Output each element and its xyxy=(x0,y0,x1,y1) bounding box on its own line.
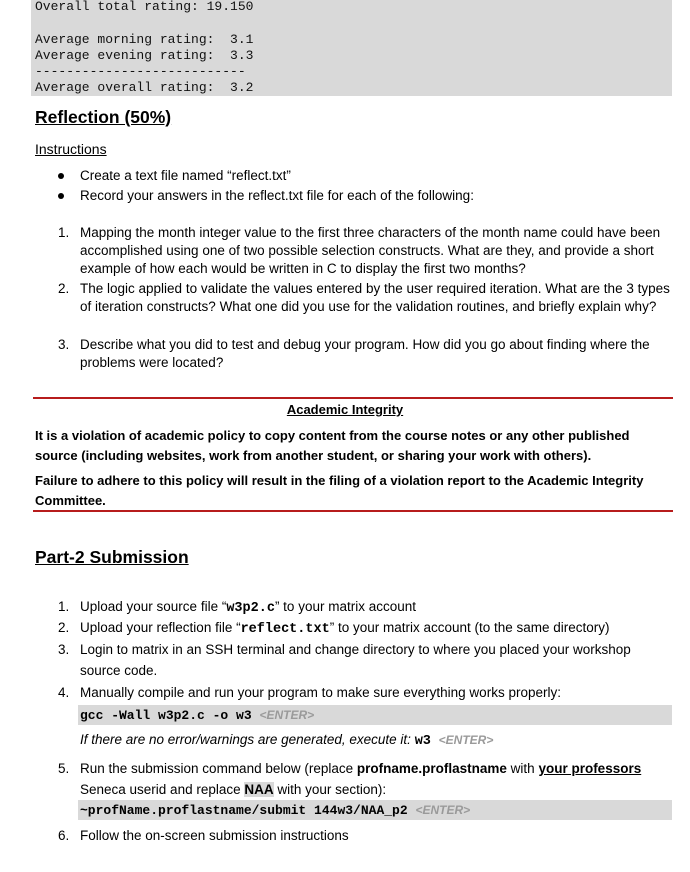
console-line-separator: --------------------------- xyxy=(35,64,246,79)
submission-heading: Part-2 Submission xyxy=(35,547,189,567)
step-number: 5. xyxy=(58,761,70,776)
instructions-label: Instructions xyxy=(35,141,107,157)
step-2-text: Upload your reflection file “reflect.txt” to your matrix account (to the same directory) xyxy=(80,620,610,637)
question-number: 2. xyxy=(58,281,70,296)
bullet-icon xyxy=(58,173,64,179)
academic-integrity-title: Academic Integrity xyxy=(286,402,404,417)
step-number: 4. xyxy=(58,685,70,700)
divider-top xyxy=(33,397,673,399)
console-line-evening: Average evening rating: 3.3 xyxy=(35,48,254,63)
console-line-overall-average: Average overall rating: 3.2 xyxy=(35,80,254,95)
source-file-name: w3p2.c xyxy=(226,601,275,616)
step-5-line-1: Run the submission command below (replace profname.proflastname with your professors xyxy=(80,761,642,776)
bullet-text: Create a text file named “reflect.txt” xyxy=(80,168,291,183)
step-6-text: Follow the on-screen submission instructions xyxy=(80,828,349,843)
bullet-text: Record your answers in the reflect.txt file for each of the following: xyxy=(80,188,474,203)
academic-integrity-paragraph-2: Failure to adhere to this policy will result in the filing of a violation report to the Academic Integrity Committee. xyxy=(35,473,644,508)
step-number: 3. xyxy=(58,642,70,657)
step-3-line-1: Login to matrix in an SSH terminal and change directory to where you placed your workshop xyxy=(80,642,631,657)
console-line-morning: Average morning rating: 3.1 xyxy=(35,32,254,47)
question-text: The logic applied to validate the values entered by the user required iteration. What are the 3 types of iteration constructs? What one did you use for the validation routines, and briefly explain why? xyxy=(80,281,670,314)
step-4-text: Manually compile and run your program to make sure everything works properly: xyxy=(80,685,561,700)
step-1-text: Upload your source file “w3p2.c” to your matrix account xyxy=(80,599,416,616)
bullet-icon xyxy=(58,193,64,199)
question-number: 3. xyxy=(58,337,70,352)
step-number: 6. xyxy=(58,828,70,843)
academic-integrity-paragraph-1: It is a violation of academic policy to copy content from the course notes or any other published source (including websites, work from another student, or sharing your work with others). xyxy=(35,428,630,463)
submit-command-box xyxy=(78,800,672,820)
question-number: 1. xyxy=(58,225,70,240)
compile-command: gcc -Wall w3p2.c -o w3 <ENTER> xyxy=(80,708,315,723)
reflection-file-name: reflect.txt xyxy=(240,622,330,637)
question-text: Describe what you did to test and debug your program. How did you go about finding where the problems were located? xyxy=(80,337,650,370)
step-3-line-2: source code. xyxy=(80,663,158,678)
execute-note: If there are no error/warnings are generated, execute it: w3 <ENTER> xyxy=(80,732,494,749)
naa-highlight: NAA xyxy=(244,782,274,797)
step-5-line-2: Seneca userid and replace NAA with your section): xyxy=(80,782,387,797)
console-line-overall-total: Overall total rating: 19.150 xyxy=(35,0,254,14)
step-number: 1. xyxy=(58,599,70,614)
question-text: Mapping the month integer value to the first three characters of the month name could have been accomplished using one of two possible selection constructs. What are they, and provide a short example of how each would be written in C to display the first two months? xyxy=(80,225,661,276)
submit-command: ~profName.proflastname/submit 144w3/NAA_p2 <ENTER> xyxy=(80,803,471,818)
divider-bottom xyxy=(33,510,673,512)
enter-key-hint: <ENTER> xyxy=(415,803,471,817)
step-number: 2. xyxy=(58,620,70,635)
enter-key-hint: <ENTER> xyxy=(259,708,315,722)
compile-command-box xyxy=(78,705,672,725)
console-output xyxy=(31,0,672,96)
reflection-heading: Reflection (50%) xyxy=(35,107,172,127)
